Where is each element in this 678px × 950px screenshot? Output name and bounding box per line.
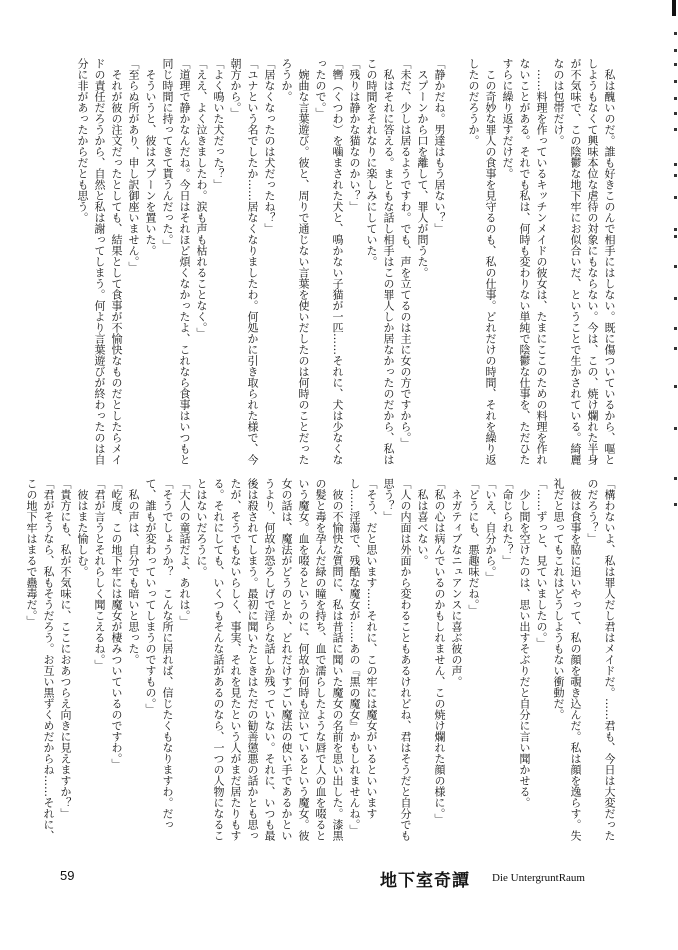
paragraph: ……料理を作っているキッチンメイドの彼女は、たまにここのための料理を作れないことがある。それでも私は、何時も変わりない単純で陰鬱な仕事を、ただひたすらに繰り返すだけだ。 [501, 58, 548, 465]
paragraph: 「大人の童話だよ、あれは。」 [178, 478, 191, 627]
paragraph: 彼はまた愉しむ。 [76, 489, 89, 577]
edge-dot [674, 427, 677, 430]
edge-dot [674, 32, 677, 35]
paragraph: 「残りは静かな猫なのかい？」 [348, 58, 361, 212]
paragraph: 彼は食事を脇に追いやって、私の顔を覗き込んだ。私は顔を逸らす。失礼だと思ってもこれはどうしようもない衝動だ。 [552, 478, 582, 841]
paragraph: 「いえ、自分から。」 [484, 478, 497, 583]
running-subtitle: Die UntergruntRaum [492, 872, 585, 884]
edge-dot [674, 327, 677, 330]
paragraph: 「道理で静かなんだね。今日はそれほど煩くなかったよ、これなら食事はいつもと同じ時間に持ってきて貰うんだった。」 [161, 58, 191, 465]
paragraph: 私は醜いのだ。誰も好きこのんで相手にはしない。既に傷ついているから、嘔としようもなくて興味本位な虐待の対象にもならない。今は、この、焼け爛れた半身が不気味で、この陰鬱な地下牢にお似合いだ、ということで生かされている。綺麗なのは包帯だけ。 [552, 58, 616, 465]
page-number: 59 [60, 868, 75, 883]
edge-dot [674, 112, 677, 115]
paragraph: ネガティブなニュアンスに喜ぶ彼の声。 [450, 489, 463, 687]
paragraph: 少し間を空けたのは、思い出すそぶりだと自分に言い聞かせる。 [518, 489, 531, 808]
paragraph: 「命じられた？」 [501, 478, 514, 566]
paragraph: 「よく鳴いた犬だった？」 [212, 58, 225, 190]
paragraph: 「居なくなったのは犬だったね？」 [263, 58, 276, 234]
edge-dot [674, 235, 677, 238]
text-block-upper [58, 58, 618, 466]
running-title: 地下室奇譚 [380, 871, 470, 891]
edge-dot [674, 49, 677, 52]
paragraph: それが彼の注文だったとしても、結果として食事が不愉快なものだとしたらメイドの責任だろうから、自然と私は謝ってしまう。何より言葉遊びが終わったのは自分に非があったからだとも思う。 [76, 58, 123, 465]
paragraph: 私は喜べない。 [416, 489, 429, 566]
edge-dot [674, 174, 677, 177]
paragraph: 「ええ、よく泣きましたわ。涙も声も枯れることなく。」 [195, 58, 208, 339]
text-block-lower [25, 478, 618, 850]
paragraph: 「轡（くつわ）を噛まされた犬と、鳴かない子猫が一匹……それに、犬は少なくなったので。」 [314, 58, 344, 465]
edge-dot [674, 385, 677, 388]
paragraph: 私はそれに答える。まともな話し相手はこの罪人しか居なかったのだから、私はこの時間をそれなりに楽しみにしていた。 [365, 58, 395, 465]
paragraph: 「君がそうなら、私もそうだろう。お互い黒ずくめだからね……それに、この地下牢はまるで蠱毒だ。」 [25, 478, 55, 841]
paragraph: 「君が言うとそれらしく聞こえるね。」 [93, 478, 106, 671]
paragraph: 「構わないよ、私は罪人だし君はメイドだ。……君も、今日は大変だったのだろう？」 [586, 478, 616, 841]
paragraph: この奇妙な罪人の食事を見守るのも、私の仕事。どれだけの時間、それを繰り返したのだろうか。 [467, 58, 497, 465]
paragraph: スプーンから口を離して、罪人が問うた。 [416, 69, 429, 278]
paragraph: 「……ずっと、見ていましたの。」 [535, 478, 548, 649]
edge-dot [674, 297, 677, 300]
edge-dot [674, 97, 677, 100]
paragraph: 「貴方にも、私が不気味に、ここにおあつらえ向きに見えますか？」 [59, 478, 72, 819]
edge-dot [674, 80, 677, 83]
edge-dot [674, 503, 677, 506]
paragraph: 「未だ、少しは居るようですわ。でも、声を立てるのは主に女の方ですから。」 [399, 58, 412, 449]
paragraph: 「至らぬ所があり、申し訳御座いません。」 [127, 58, 140, 273]
paragraph: 私の声は、自分でも暗いと思った。 [127, 489, 140, 665]
paragraph: 「私の心は病んでいるのかもしれません、この焼け爛れた顔の様に。」 [433, 478, 446, 825]
paragraph: 「ユナという名でしたか……居なくなりましたわ。何処かに引き取られた様で、今朝方から。」 [229, 58, 259, 465]
paragraph: 「屹度、この地下牢には魔女が棲みついているのですわ。」 [110, 478, 123, 770]
scan-edge-mark [672, 0, 676, 16]
edge-dot [674, 347, 677, 350]
paragraph: 「そう、だと思います……それに、この牢には魔女がいるといいますし……淫蕩で、残酷な魔女が……あの『黒の魔女』かもしれませんね。」 [348, 478, 378, 836]
paragraph: 彼の不愉快な質問に、私は昔話に聞いた魔女の名前を思い出した。漆黒の髪と毒を孕んだ緑の瞳を持ち、血で濡らしたような唇で人の血を啜るという魔女。血を啜るというのに、何故か何時も泣いているという魔女。彼女の話は、魔法がどうのとか、どれだけすごい魔法の使い手であるかというより、何故か恐ろしげで淫らな話しか残っていない。それに、いつも最後は殺されてしまう。最初に聞いたときはただの勧善懲悪の話かとも思ったが、そうでもないらしく、事実、それを見たという人がまだ居たりもする。それにしても、いくつもそんな話があるのなら、一つの人物になることはないだろうに。 [195, 478, 344, 841]
paragraph: そういうと、彼はスプーンを置いた。 [144, 69, 157, 256]
edge-dot [674, 228, 677, 231]
paragraph: 「どうにも、悪趣味だね。」 [467, 478, 480, 616]
paragraph: 「そうでしょうか？ こんな所に居れば、信じたくもなりますわ。だって、誰もが変わっていってしまうのですもの。」 [144, 478, 174, 830]
paragraph: 「静かだね。男達はもう居ない？」 [433, 58, 446, 234]
edge-dot [674, 196, 677, 199]
edge-dot [674, 128, 677, 131]
paragraph: 「人の内面は外面から変わることもあるけれどね、君はそうだと自分でも思う？」 [382, 478, 412, 841]
paragraph: 婉曲な言葉遊び。彼と、周りで通じない言葉を使いだしたのは何時のことだったろうか。 [280, 58, 310, 465]
edge-dot [674, 477, 677, 480]
edge-dot [674, 63, 677, 66]
edge-dot [674, 163, 677, 166]
edge-dot [674, 265, 677, 268]
